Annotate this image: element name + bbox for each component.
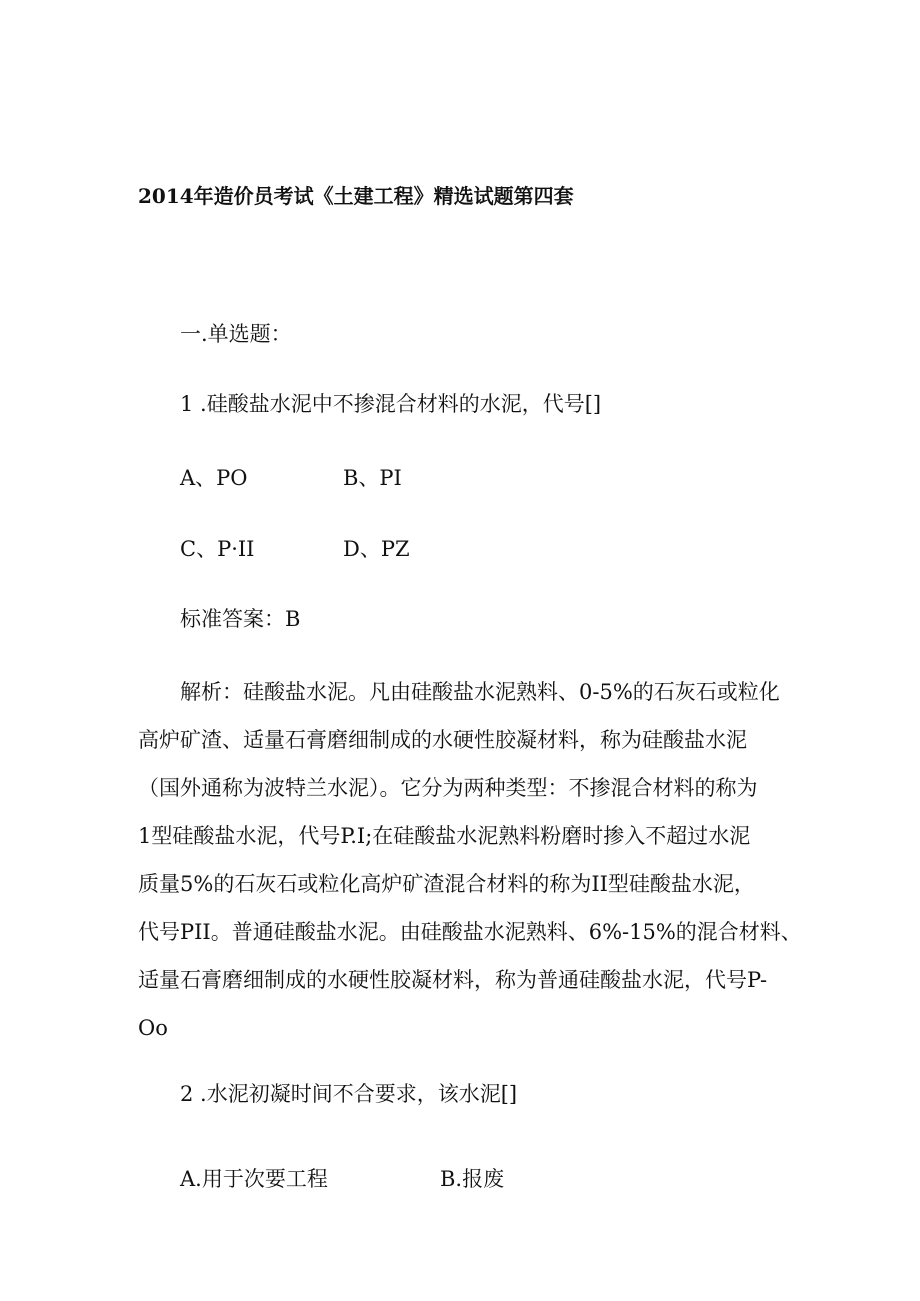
question-2-option-a: A.用于次要工程 bbox=[180, 1167, 328, 1191]
analysis-line: 解析：硅酸盐水泥。凡由硅酸盐水泥熟料、0-5%的石灰石或粒化 bbox=[180, 680, 780, 704]
question-1-option-c: C、P·II bbox=[180, 537, 255, 561]
analysis-line: （国外通称为波特兰水泥）。它分为两种类型：不掺混合材料的称为 bbox=[138, 776, 758, 800]
question-2-stem: 2 .水泥初凝时间不合要求，该水泥[] bbox=[180, 1082, 518, 1106]
question-1-option-b: B、PI bbox=[343, 466, 402, 490]
question-1-answer: 标准答案：B bbox=[180, 607, 301, 631]
question-2-option-b: B.报废 bbox=[440, 1167, 505, 1191]
section-heading: 一.单选题： bbox=[180, 322, 292, 346]
analysis-line: 高炉矿渣、适量石膏磨细制成的水硬性胶凝材料，称为硅酸盐水泥 bbox=[138, 728, 747, 752]
question-1-option-a: A、PO bbox=[180, 466, 248, 490]
question-1-analysis bbox=[138, 668, 802, 1052]
question-1-option-d: D、PZ bbox=[343, 537, 410, 561]
analysis-line: 适量石膏磨细制成的水硬性胶凝材料，称为普通硅酸盐水泥，代号P- bbox=[138, 968, 768, 992]
analysis-line: 代号PII。普通硅酸盐水泥。由硅酸盐水泥熟料、6%-15%的混合材料、 bbox=[138, 920, 802, 944]
analysis-line: 1型硅酸盐水泥，代号P.I;在硅酸盐水泥熟料粉磨时掺入不超过水泥 bbox=[138, 824, 751, 848]
document-title: 2014年造价员考试《土建工程》精选试题第四套 bbox=[138, 184, 574, 208]
analysis-line: 质量5%的石灰石或粒化高炉矿渣混合材料的称为II型硅酸盐水泥， bbox=[138, 872, 755, 896]
question-1-stem: 1 .硅酸盐水泥中不掺混合材料的水泥，代号[] bbox=[180, 392, 602, 416]
analysis-line: Oo bbox=[138, 1016, 168, 1040]
